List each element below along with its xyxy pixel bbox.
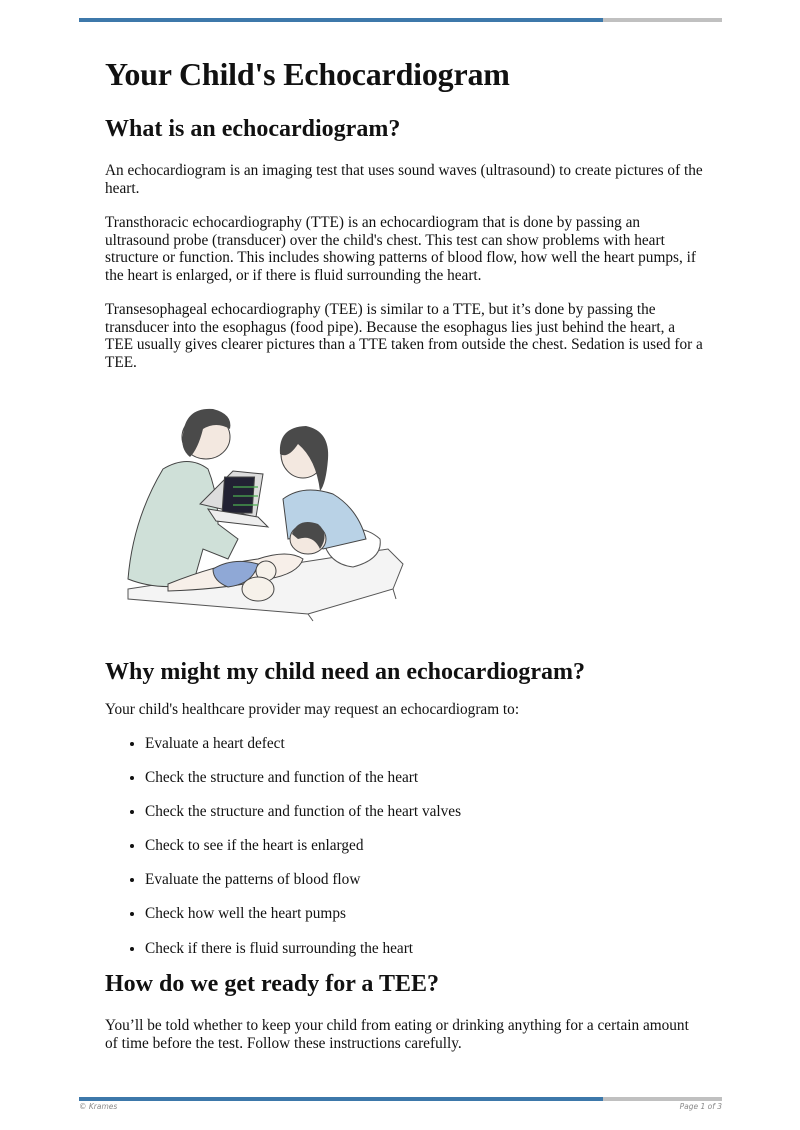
paragraph-tte: Transthoracic echocardiography (TTE) is an echocardiogram that is done by passing an ultrasound probe (transducer) over the child's chest. This test can show problems with heart structure or function. This includes showing patterns of blood flow, how well the heart pumps, if the heart is enlarged, or if there is fluid surrounding the heart. [105,214,696,284]
page-number: Page 1 of 3 [679,1102,722,1111]
document-body [105,54,705,1052]
paragraph-tee: Transesophageal echocardiography (TEE) is similar to a TTE, but it’s done by passing the transducer into the esophagus (food pipe). Because the esophagus lies just behind the heart, a TEE usually gives clearer pictures than a TTE taken from outside the chest. Sedation is used for a TEE. [105,301,703,371]
list-item: • Check if there is fluid surrounding the heart [145,940,705,958]
section-heading-why: Why might my child need an echocardiogram? [105,659,585,685]
echocardiogram-illustration [108,399,408,627]
list-item: • Check the structure and function of the heart [145,769,705,787]
page-title: Your Child's Echocardiogram [105,56,510,92]
paragraph-tee-prep: You’ll be told whether to keep your child from eating or drinking anything for a certain amount of time before the test. Follow these instructions carefully. [105,1017,689,1052]
list-item: • Evaluate a heart defect [145,735,705,753]
paragraph-why-intro: Your child's healthcare provider may request an echocardiogram to: [105,701,520,718]
footer-accent-bar-fill [79,1097,603,1101]
header-accent-bar [79,18,722,22]
list-item: • Check the structure and function of the heart valves [145,803,705,821]
reasons-list [105,735,705,958]
section-heading-tee-prep: How do we get ready for a TEE? [105,971,439,998]
paragraph-definition: An echocardiogram is an imaging test that uses sound waves (ultrasound) to create pictures of the heart. [105,162,703,197]
copyright-text: © Krames [79,1102,118,1111]
list-item: • Check to see if the heart is enlarged [145,837,705,855]
header-accent-bar-fill [79,18,603,22]
list-item: • Check how well the heart pumps [145,905,705,923]
footer-accent-bar [79,1097,722,1101]
section-heading-what-is: What is an echocardiogram? [105,116,401,142]
page-footer [79,1102,722,1111]
list-item: • Evaluate the patterns of blood flow [145,871,705,889]
